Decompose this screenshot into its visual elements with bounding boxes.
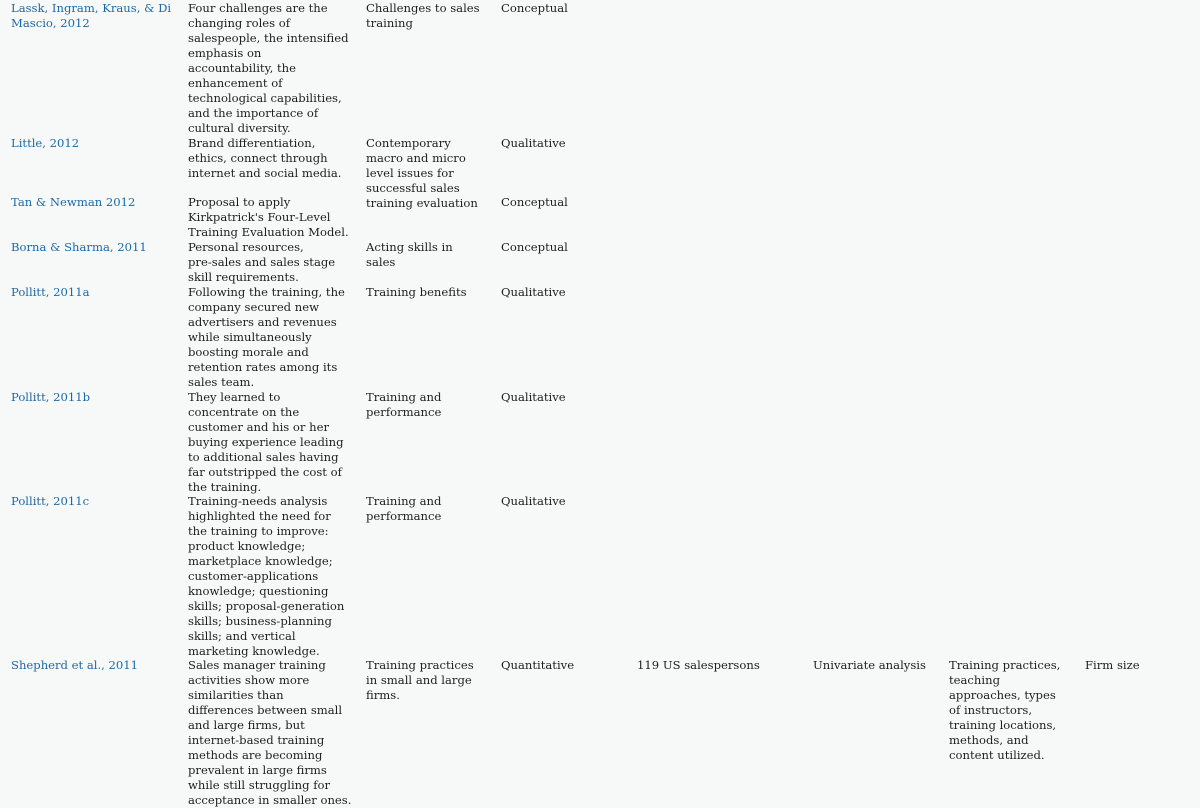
cell-findings: Following the training, the company secured new advertisers and revenues while simultaneously boosting morale and retention rates among its sales team. <box>188 285 345 389</box>
cell-author[interactable]: Pollitt, 2011b <box>11 390 91 404</box>
cell-focus: Challenges to sales training <box>366 1 480 30</box>
cell-findings: Four challenges are the changing roles of salespeople, the intensified emphasis on accountability, the enhancement of technological capabilities, and the importance of cultural diversity. <box>188 1 349 135</box>
cell-findings: Training-needs analysis highlighted the need for the training to improve: product knowledge; marketplace knowledge; customer-applications knowledge; questioning skills; proposal-generation skills; business-planning skills; and vertical marketing knowledge. <box>188 494 345 658</box>
cell-author[interactable]: Pollitt, 2011a <box>11 285 90 299</box>
cell-method: Quantitative <box>501 658 575 672</box>
cell-method: Qualitative <box>501 390 566 404</box>
cell-focus: Training practices in small and large firms. <box>366 658 474 702</box>
cell-analysis: Univariate analysis <box>813 658 926 672</box>
cell-focus: Training benefits <box>366 285 467 299</box>
cell-focus: Contemporary macro and micro level issues for successful sales training evaluation <box>366 136 478 210</box>
cell-author[interactable]: Pollitt, 2011c <box>11 494 90 508</box>
cell-author[interactable]: Borna & Sharma, 2011 <box>11 240 147 254</box>
cell-method: Conceptual <box>501 1 568 15</box>
cell-moderator: Firm size <box>1085 658 1140 672</box>
cell-findings: They learned to concentrate on the customer and his or her buying experience leading to additional sales having far outstripped the cost of the training. <box>188 390 344 494</box>
cell-method: Qualitative <box>501 285 566 299</box>
cell-findings: Personal resources, pre-sales and sales stage skill requirements. <box>188 240 336 284</box>
cell-focus: Acting skills in sales <box>366 240 453 269</box>
cell-method: Conceptual <box>501 195 568 209</box>
cell-method: Qualitative <box>501 136 566 150</box>
cell-findings: Sales manager training activities show more similarities than differences between small and large firms, but internet-based training methods are becoming prevalent in large firms while still struggling for acceptance in smaller ones. <box>188 658 352 807</box>
cell-findings: Proposal to apply Kirkpatrick's Four-Level Training Evaluation Model. <box>188 195 349 239</box>
cell-focus: Training and performance <box>366 390 442 419</box>
cell-variables: Training practices, teaching approaches, types of instructors, training locations, methods, and content utilized. <box>949 658 1061 762</box>
cell-findings: Brand differentiation, ethics, connect through internet and social media. <box>188 136 342 180</box>
cell-focus: Training and performance <box>366 494 442 523</box>
cell-method: Qualitative <box>501 494 566 508</box>
cell-author[interactable]: Lassk, Ingram, Kraus, & Di Mascio, 2012 <box>11 1 172 30</box>
cell-author[interactable]: Shepherd et al., 2011 <box>11 658 139 672</box>
cell-sample: 119 US salespersons <box>637 658 760 672</box>
cell-author[interactable]: Tan & Newman 2012 <box>11 195 136 209</box>
cell-author[interactable]: Little, 2012 <box>11 136 80 150</box>
cell-method: Conceptual <box>501 240 568 254</box>
